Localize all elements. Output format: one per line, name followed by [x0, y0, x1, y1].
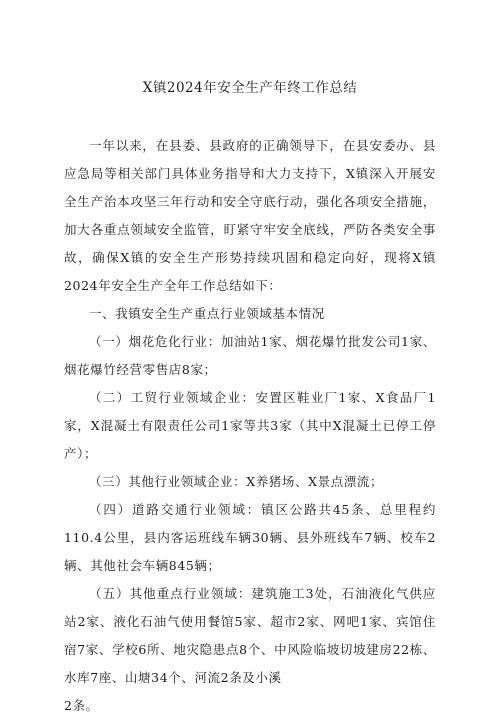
list-item-road-traffic: （四）道路交通行业领域：镇区公路共45条、总里程约110.4公里，县内客运班线车辆30辆、县外班线车7辆、校车2辆、其他社会车辆845辆；	[64, 502, 436, 573]
section-heading: 一、我镇安全生产重点行业领域基本情况	[89, 306, 325, 321]
document-title: X镇2024年安全生产年终工作总结	[142, 80, 358, 96]
list-item-fireworks: （一）烟花危化行业：加油站1家、烟花爆竹批发公司1家、烟花爆竹经营零售店8家；	[64, 334, 436, 377]
list-item-other-key-fields: （五）其他重点行业领域：建筑施工3处，石油液化气供应站2家、液化石油气使用餐馆5家、超市2家、网吧1家、宾馆住宿7家、学校6所、地灾隐患点8个、中风险临坡切坡建房22栋、水库7座、山塘34个、河流2条及小溪	[64, 586, 436, 685]
paragraph-tail: 2条。	[64, 698, 99, 713]
list-item-other-enterprises: （三）其他行业领域企业：X养猪场、X景点漂流；	[89, 474, 384, 489]
intro-paragraph: 一年以来，在县委、县政府的正确领导下，在县安委办、县应急局等相关部门具体业务指导和大力支持下，X镇深入开展安全生产治本攻坚三年行动和安全守底行动，强化各项安全措施，加大各重点领域安全监管，盯紧守牢安全底线，严防各类安全事故，确保X镇的安全生产形势持续巩固和稳定向好，现将X镇2024年安全生产全年工作总结如下：	[64, 138, 436, 293]
list-item-industry: （二）工贸行业领域企业：安置区鞋业厂1家、X食品厂1家，X混凝土有限责任公司1家等共3家（其中X混凝土已停工停产）；	[64, 390, 436, 461]
